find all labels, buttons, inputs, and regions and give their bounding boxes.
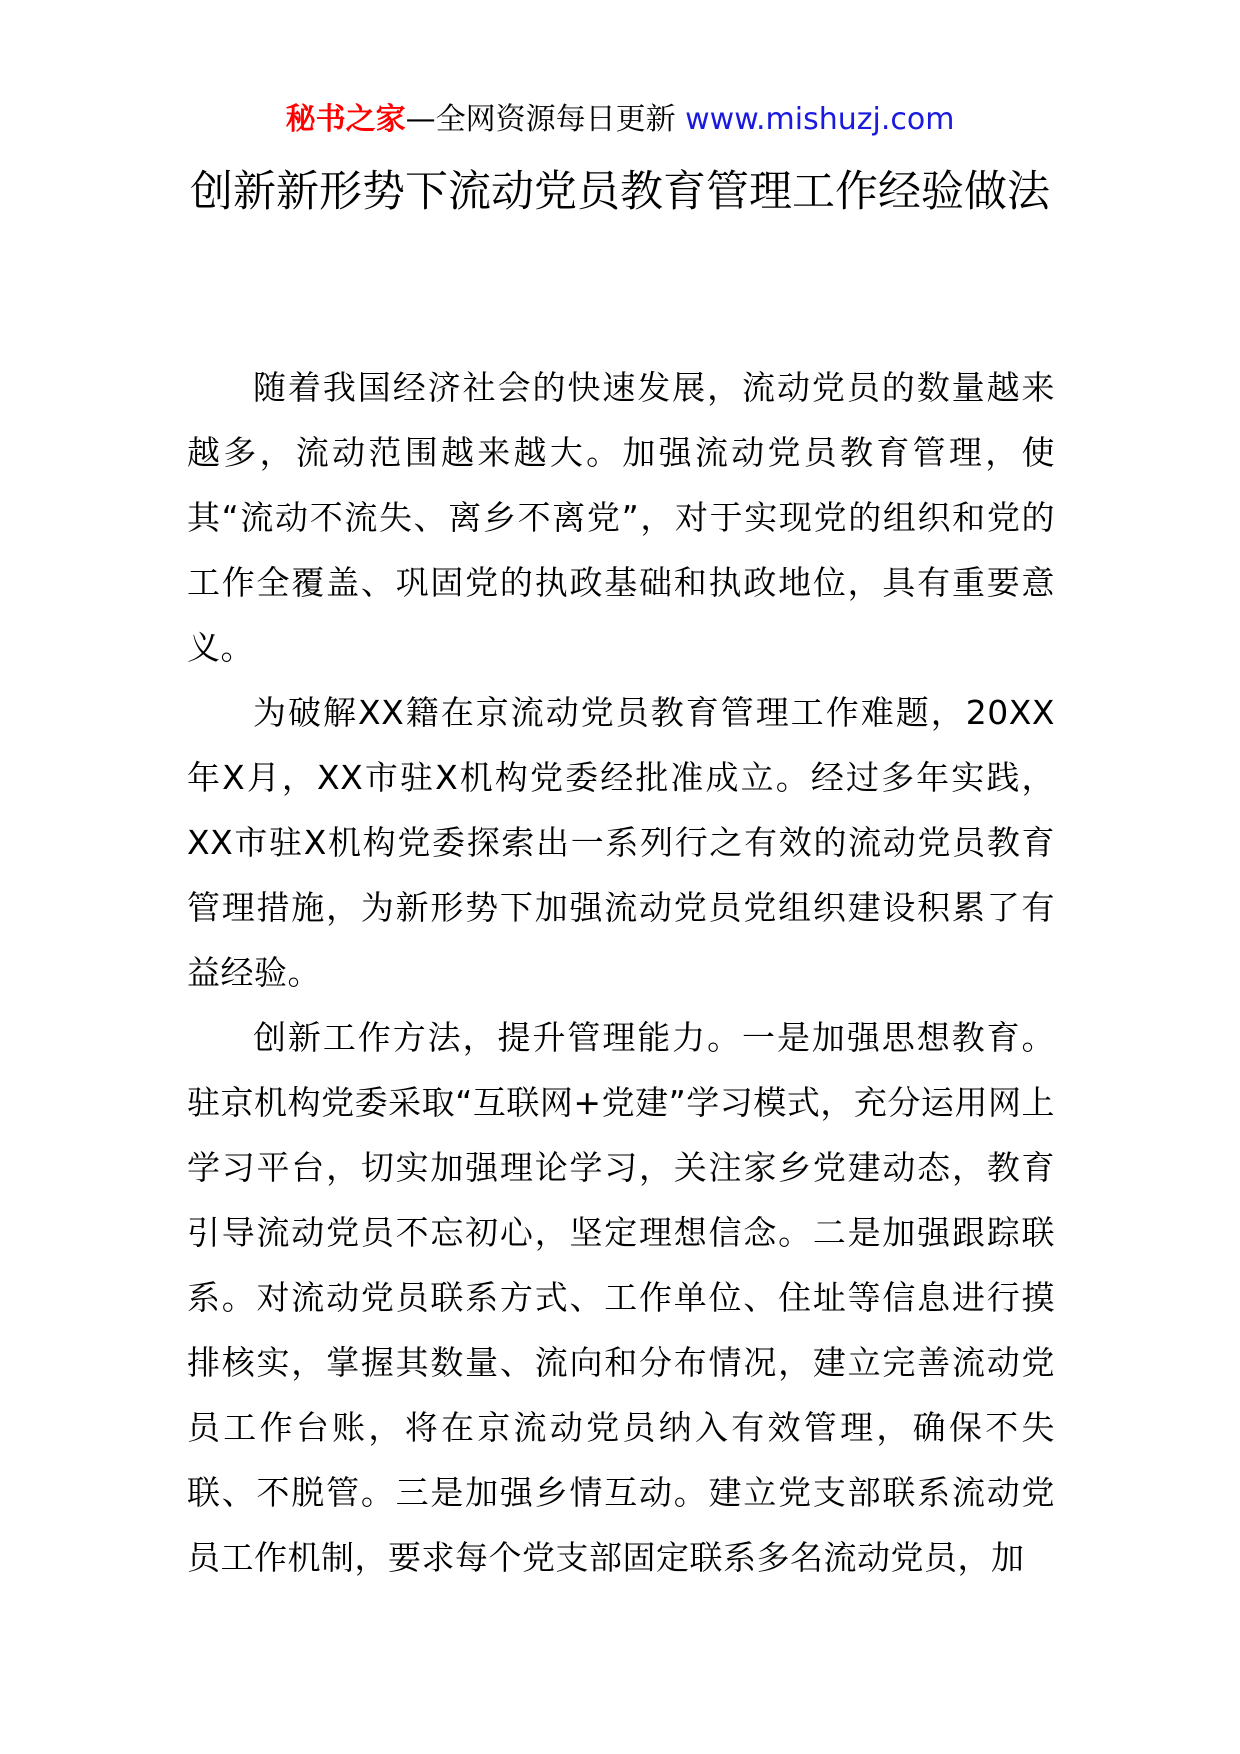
- brand-name: 秘书之家: [285, 102, 406, 137]
- paragraph-background: 为破解XX籍在京流动党员教育管理工作难题，20XX年X月，XX市驻X机构党委经批准成立。经过多年实践，XX市驻X机构党委探索出一系列行之有效的流动党员教育管理措施，为新形势下加强流动党员党组织建设积累了有益经验。: [187, 693, 1055, 992]
- site-header: [0, 100, 1240, 140]
- header-tagline: —全网资源每日更新: [405, 102, 686, 137]
- paragraph-methods: 创新工作方法，提升管理能力。一是加强思想教育。驻京机构党委采取“互联网+党建”学习模式，充分运用网上学习平台，切实加强理论学习，关注家乡党建动态，教育引导流动党员不忘初心，坚定理想信念。二是加强跟踪联系。对流动党员联系方式、工作单位、住址等信息进行摸排核实，掌握其数量、流向和分布情况，建立完善流动党员工作台账，将在京流动党员纳入有效管理，确保不失联、不脱管。三是加强乡情互动。建立党支部联系流动党员工作机制，要求每个党支部固定联系多名流动党员，加: [187, 1018, 1055, 1577]
- document-title: 创新新形势下流动党员教育管理工作经验做法: [190, 167, 1050, 217]
- paragraph-intro: 随着我国经济社会的快速发展，流动党员的数量越来越多，流动范围越来越大。加强流动党员教育管理，使其“流动不流失、离乡不离党”，对于实现党的组织和党的工作全覆盖、巩固党的执政基础和执政地位，具有重要意义。: [187, 368, 1055, 667]
- site-url-link[interactable]: www.mishuzj.com: [685, 102, 955, 137]
- document-body: [187, 355, 1055, 1590]
